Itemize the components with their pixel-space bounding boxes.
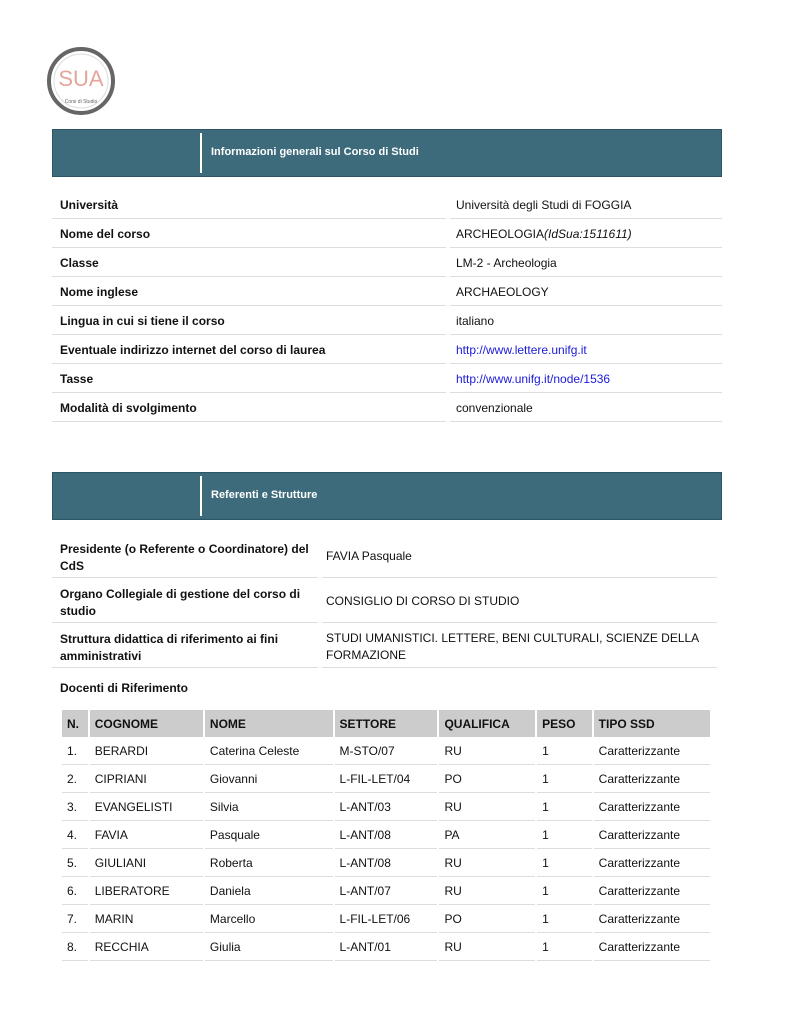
table-cell: Caratterizzante: [594, 737, 710, 765]
info-value: italiano: [450, 309, 722, 335]
table-cell: LIBERATORE: [90, 877, 203, 905]
table-cell: L-ANT/08: [335, 849, 438, 877]
info-label: Modalità di svolgimento: [52, 396, 446, 422]
referenti-row: [52, 626, 722, 671]
info-row: [52, 222, 722, 251]
table-row: [62, 765, 710, 793]
referenti-value: CONSIGLIO DI CORSO DI STUDIO: [322, 581, 717, 623]
table-cell: FAVIA: [90, 821, 203, 849]
table-cell: Giovanni: [205, 765, 333, 793]
table-row: [62, 821, 710, 849]
section-title: Informazioni generali sul Corso di Studi: [211, 146, 419, 158]
table-cell: GIULIANI: [90, 849, 203, 877]
fees-link[interactable]: http://www.unifg.it/node/1536: [456, 372, 611, 386]
col-header: PESO: [537, 710, 592, 737]
table-cell: 3.: [62, 793, 88, 821]
table-cell: Roberta: [205, 849, 333, 877]
docenti-label: Docenti di Riferimento: [60, 681, 189, 695]
table-cell: L-ANT/03: [335, 793, 438, 821]
table-cell: RU: [439, 737, 535, 765]
website-link[interactable]: http://www.lettere.unifg.it: [456, 343, 587, 357]
table-row: [62, 793, 710, 821]
info-label: Università: [52, 193, 446, 219]
table-cell: CIPRIANI: [90, 765, 203, 793]
table-cell: MARIN: [90, 905, 203, 933]
table-cell: Caratterizzante: [594, 933, 710, 961]
referenti-value: FAVIA Pasquale: [322, 536, 717, 578]
course-id: (IdSua:1511611): [544, 227, 632, 241]
table-cell: 1: [537, 765, 592, 793]
info-row: [52, 309, 722, 338]
table-cell: Silvia: [205, 793, 333, 821]
table-row: [62, 905, 710, 933]
col-header: SETTORE: [335, 710, 438, 737]
table-cell: 1: [537, 877, 592, 905]
info-row: [52, 193, 722, 222]
referenti-label: Organo Collegiale di gestione del corso di studio: [52, 581, 318, 623]
info-label: Eventuale indirizzo internet del corso di laurea: [52, 338, 446, 364]
table-cell: 6.: [62, 877, 88, 905]
course-name: ARCHEOLOGIA: [456, 227, 545, 241]
table-cell: BERARDI: [90, 737, 203, 765]
info-value: LM-2 - Archeologia: [450, 251, 722, 277]
table-cell: 5.: [62, 849, 88, 877]
table-cell: Marcello: [205, 905, 333, 933]
table-cell: 1: [537, 793, 592, 821]
info-value: [450, 222, 722, 248]
table-row: [62, 849, 710, 877]
table-cell: 1.: [62, 737, 88, 765]
logo-text: SUA: [58, 66, 104, 91]
table-cell: Caratterizzante: [594, 849, 710, 877]
docenti-table: [60, 710, 712, 961]
table-cell: 1: [537, 821, 592, 849]
table-cell: 2.: [62, 765, 88, 793]
table-cell: 1: [537, 849, 592, 877]
table-cell: Caratterizzante: [594, 765, 710, 793]
table-cell: PA: [439, 821, 535, 849]
col-header: NOME: [205, 710, 333, 737]
referenti-label: Struttura didattica di riferimento ai fini amministrativi: [52, 626, 318, 668]
info-value: [450, 338, 722, 364]
table-cell: Caratterizzante: [594, 793, 710, 821]
info-label: Tasse: [52, 367, 446, 393]
referenti-row: [52, 581, 722, 626]
table-row: [62, 737, 710, 765]
info-value: [450, 367, 722, 393]
table-cell: L-ANT/07: [335, 877, 438, 905]
table-cell: Caratterizzante: [594, 821, 710, 849]
info-row: [52, 280, 722, 309]
table-cell: 1: [537, 933, 592, 961]
table-cell: RU: [439, 933, 535, 961]
col-header: COGNOME: [90, 710, 203, 737]
table-cell: Giulia: [205, 933, 333, 961]
info-row: [52, 396, 722, 425]
header-divider: [200, 476, 202, 516]
table-cell: 7.: [62, 905, 88, 933]
col-header: N.: [62, 710, 88, 737]
info-label: Classe: [52, 251, 446, 277]
table-cell: L-ANT/08: [335, 821, 438, 849]
info-table: [52, 193, 722, 425]
info-row: [52, 367, 722, 396]
table-cell: 8.: [62, 933, 88, 961]
info-label: Nome inglese: [52, 280, 446, 306]
table-cell: 1: [537, 737, 592, 765]
logo-subtext: Corsi di Studio: [64, 99, 98, 105]
section-title: Referenti e Strutture: [211, 489, 318, 501]
table-cell: L-FIL-LET/04: [335, 765, 438, 793]
table-cell: PO: [439, 765, 535, 793]
table-cell: Caratterizzante: [594, 877, 710, 905]
info-label: Nome del corso: [52, 222, 446, 248]
table-cell: 4.: [62, 821, 88, 849]
sua-logo: [46, 46, 116, 116]
info-value: convenzionale: [450, 396, 722, 422]
table-header-row: [62, 710, 710, 737]
table-cell: Caterina Celeste: [205, 737, 333, 765]
referenti-row: [52, 536, 722, 581]
section-header-info: [52, 129, 722, 177]
section-header-referenti: [52, 472, 722, 520]
referenti-label: Presidente (o Referente o Coordinatore) del CdS: [52, 536, 318, 578]
table-cell: Pasquale: [205, 821, 333, 849]
table-cell: Caratterizzante: [594, 905, 710, 933]
info-value: Università degli Studi di FOGGIA: [450, 193, 722, 219]
table-cell: 1: [537, 905, 592, 933]
table-cell: M-STO/07: [335, 737, 438, 765]
table-cell: RU: [439, 877, 535, 905]
table-cell: PO: [439, 905, 535, 933]
col-header: QUALIFICA: [439, 710, 535, 737]
referenti-value: STUDI UMANISTICI. LETTERE, BENI CULTURALI, SCIENZE DELLA FORMAZIONE: [322, 626, 717, 668]
table-cell: L-FIL-LET/06: [335, 905, 438, 933]
table-cell: EVANGELISTI: [90, 793, 203, 821]
table-row: [62, 877, 710, 905]
table-cell: Daniela: [205, 877, 333, 905]
info-row: [52, 251, 722, 280]
referenti-table: [52, 536, 722, 671]
table-cell: RU: [439, 793, 535, 821]
table-row: [62, 933, 710, 961]
info-value: ARCHAEOLOGY: [450, 280, 722, 306]
info-row: [52, 338, 722, 367]
header-divider: [200, 133, 202, 173]
col-header: TIPO SSD: [594, 710, 710, 737]
info-label: Lingua in cui si tiene il corso: [52, 309, 446, 335]
table-cell: RU: [439, 849, 535, 877]
table-cell: L-ANT/01: [335, 933, 438, 961]
table-cell: RECCHIA: [90, 933, 203, 961]
